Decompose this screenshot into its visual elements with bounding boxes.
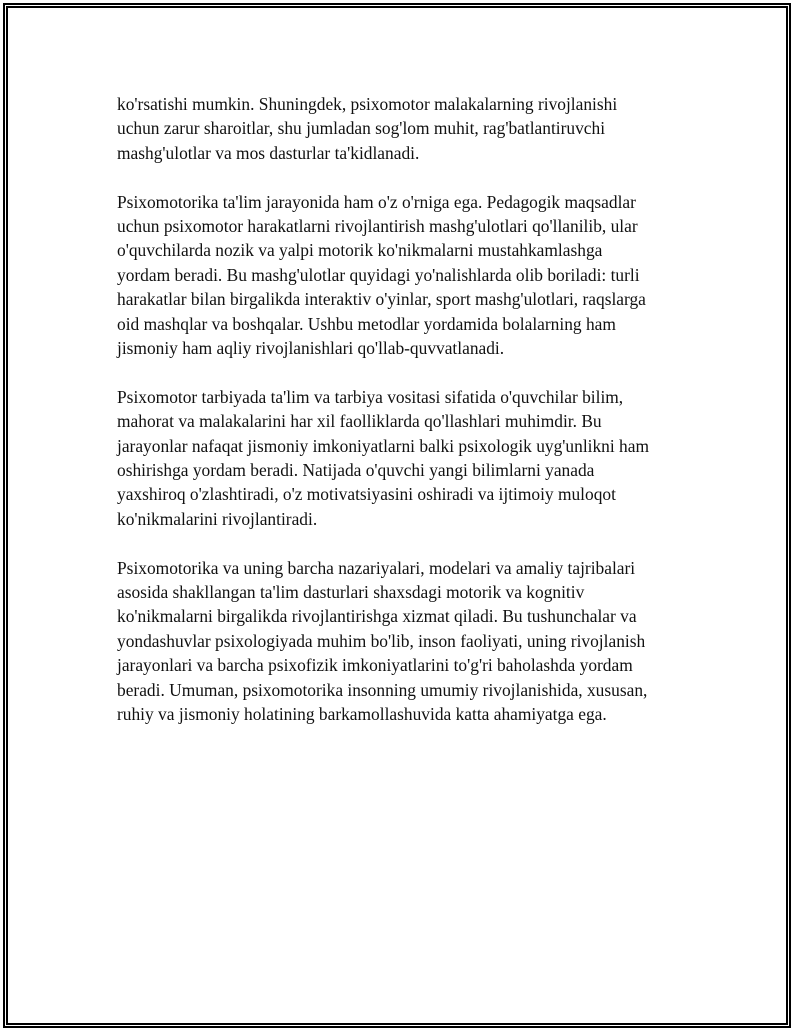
text-line: jarayonlar nafaqat jismoniy imkoniyatlarni balki psixologik uyg'unlikni ham: [117, 435, 650, 456]
text-line: yaxshiroq o'zlashtiradi, o'z motivatsiyasini oshiradi va ijtimoiy muloqot: [117, 484, 616, 505]
text-line: ko'rsatishi mumkin. Shuningdek, psixomotor malakalarning rivojlanishi: [117, 94, 618, 114]
text-line: Psixomotor tarbiyada ta'lim va tarbiya vositasi sifatida o'quvchilar bilim,: [117, 386, 624, 407]
text-line: yordam beradi. Bu mashg'ulotlar quyidagi yo'nalishlarda olib boriladi: turli: [117, 264, 640, 285]
text-line: Psixomotorika ta'lim jarayonida ham o'z o'rniga ega. Pedagogik maqsadlar: [117, 191, 636, 212]
text-line: asosida shakllangan ta'lim dasturlari shaxsdagi motorik va kognitiv: [117, 582, 585, 603]
paragraph-2: [117, 190, 707, 361]
text-line: beradi. Umuman, psixomotorika insonning umumiy rivojlanishida, xususan,: [117, 679, 648, 700]
text-line: uchun zarur sharoitlar, shu jumladan sog'lom muhit, rag'batlantiruvchi: [117, 118, 606, 139]
document-body: [117, 92, 707, 751]
paragraph-4: [117, 556, 707, 727]
text-line: Psixomotorika va uning barcha nazariyalari, modelari va amaliy tajribalari: [117, 557, 636, 578]
text-line: jismoniy ham aqliy rivojlanishlari qo'llab-quvvatlanadi.: [117, 338, 505, 359]
text-line: mashg'ulotlar va mos dasturlar ta'kidlanadi.: [117, 142, 420, 163]
text-line: ruhiy va jismoniy holatining barkamollashuvida katta ahamiyatga ega.: [117, 704, 607, 725]
paragraph-3: [117, 385, 707, 531]
text-line: ko'nikmalarini rivojlantiradi.: [117, 508, 318, 529]
text-line: ko'nikmalarni birgalikda rivojlantirishga xizmat qiladi. Bu tushunchalar va: [117, 606, 637, 627]
text-line: uchun psixomotor harakatlarni rivojlantirish mashg'ulotlari qo'llanilib, ular: [117, 216, 638, 237]
paragraph-1: [117, 92, 707, 165]
text-line: harakatlar bilan birgalikda interaktiv o'yinlar, sport mashg'ulotlari, raqslarga: [117, 289, 646, 310]
text-line: mahorat va malakalarini har xil faolliklarda qo'llashlari muhimdir. Bu: [117, 411, 602, 432]
text-line: oid mashqlar va boshqalar. Ushbu metodlar yordamida bolalarning ham: [117, 313, 616, 334]
text-line: jarayonlari va barcha psixofizik imkoniyatlarini to'g'ri baholashda yordam: [117, 655, 633, 676]
text-line: oshirishga yordam beradi. Natijada o'quvchi yangi bilimlarni yanada: [117, 460, 595, 481]
text-line: o'quvchilarda nozik va yalpi motorik ko'nikmalarni mustahkamlashga: [117, 240, 603, 261]
text-line: yondashuvlar psixologiyada muhim bo'lib, inson faoliyati, uning rivojlanish: [117, 630, 646, 651]
